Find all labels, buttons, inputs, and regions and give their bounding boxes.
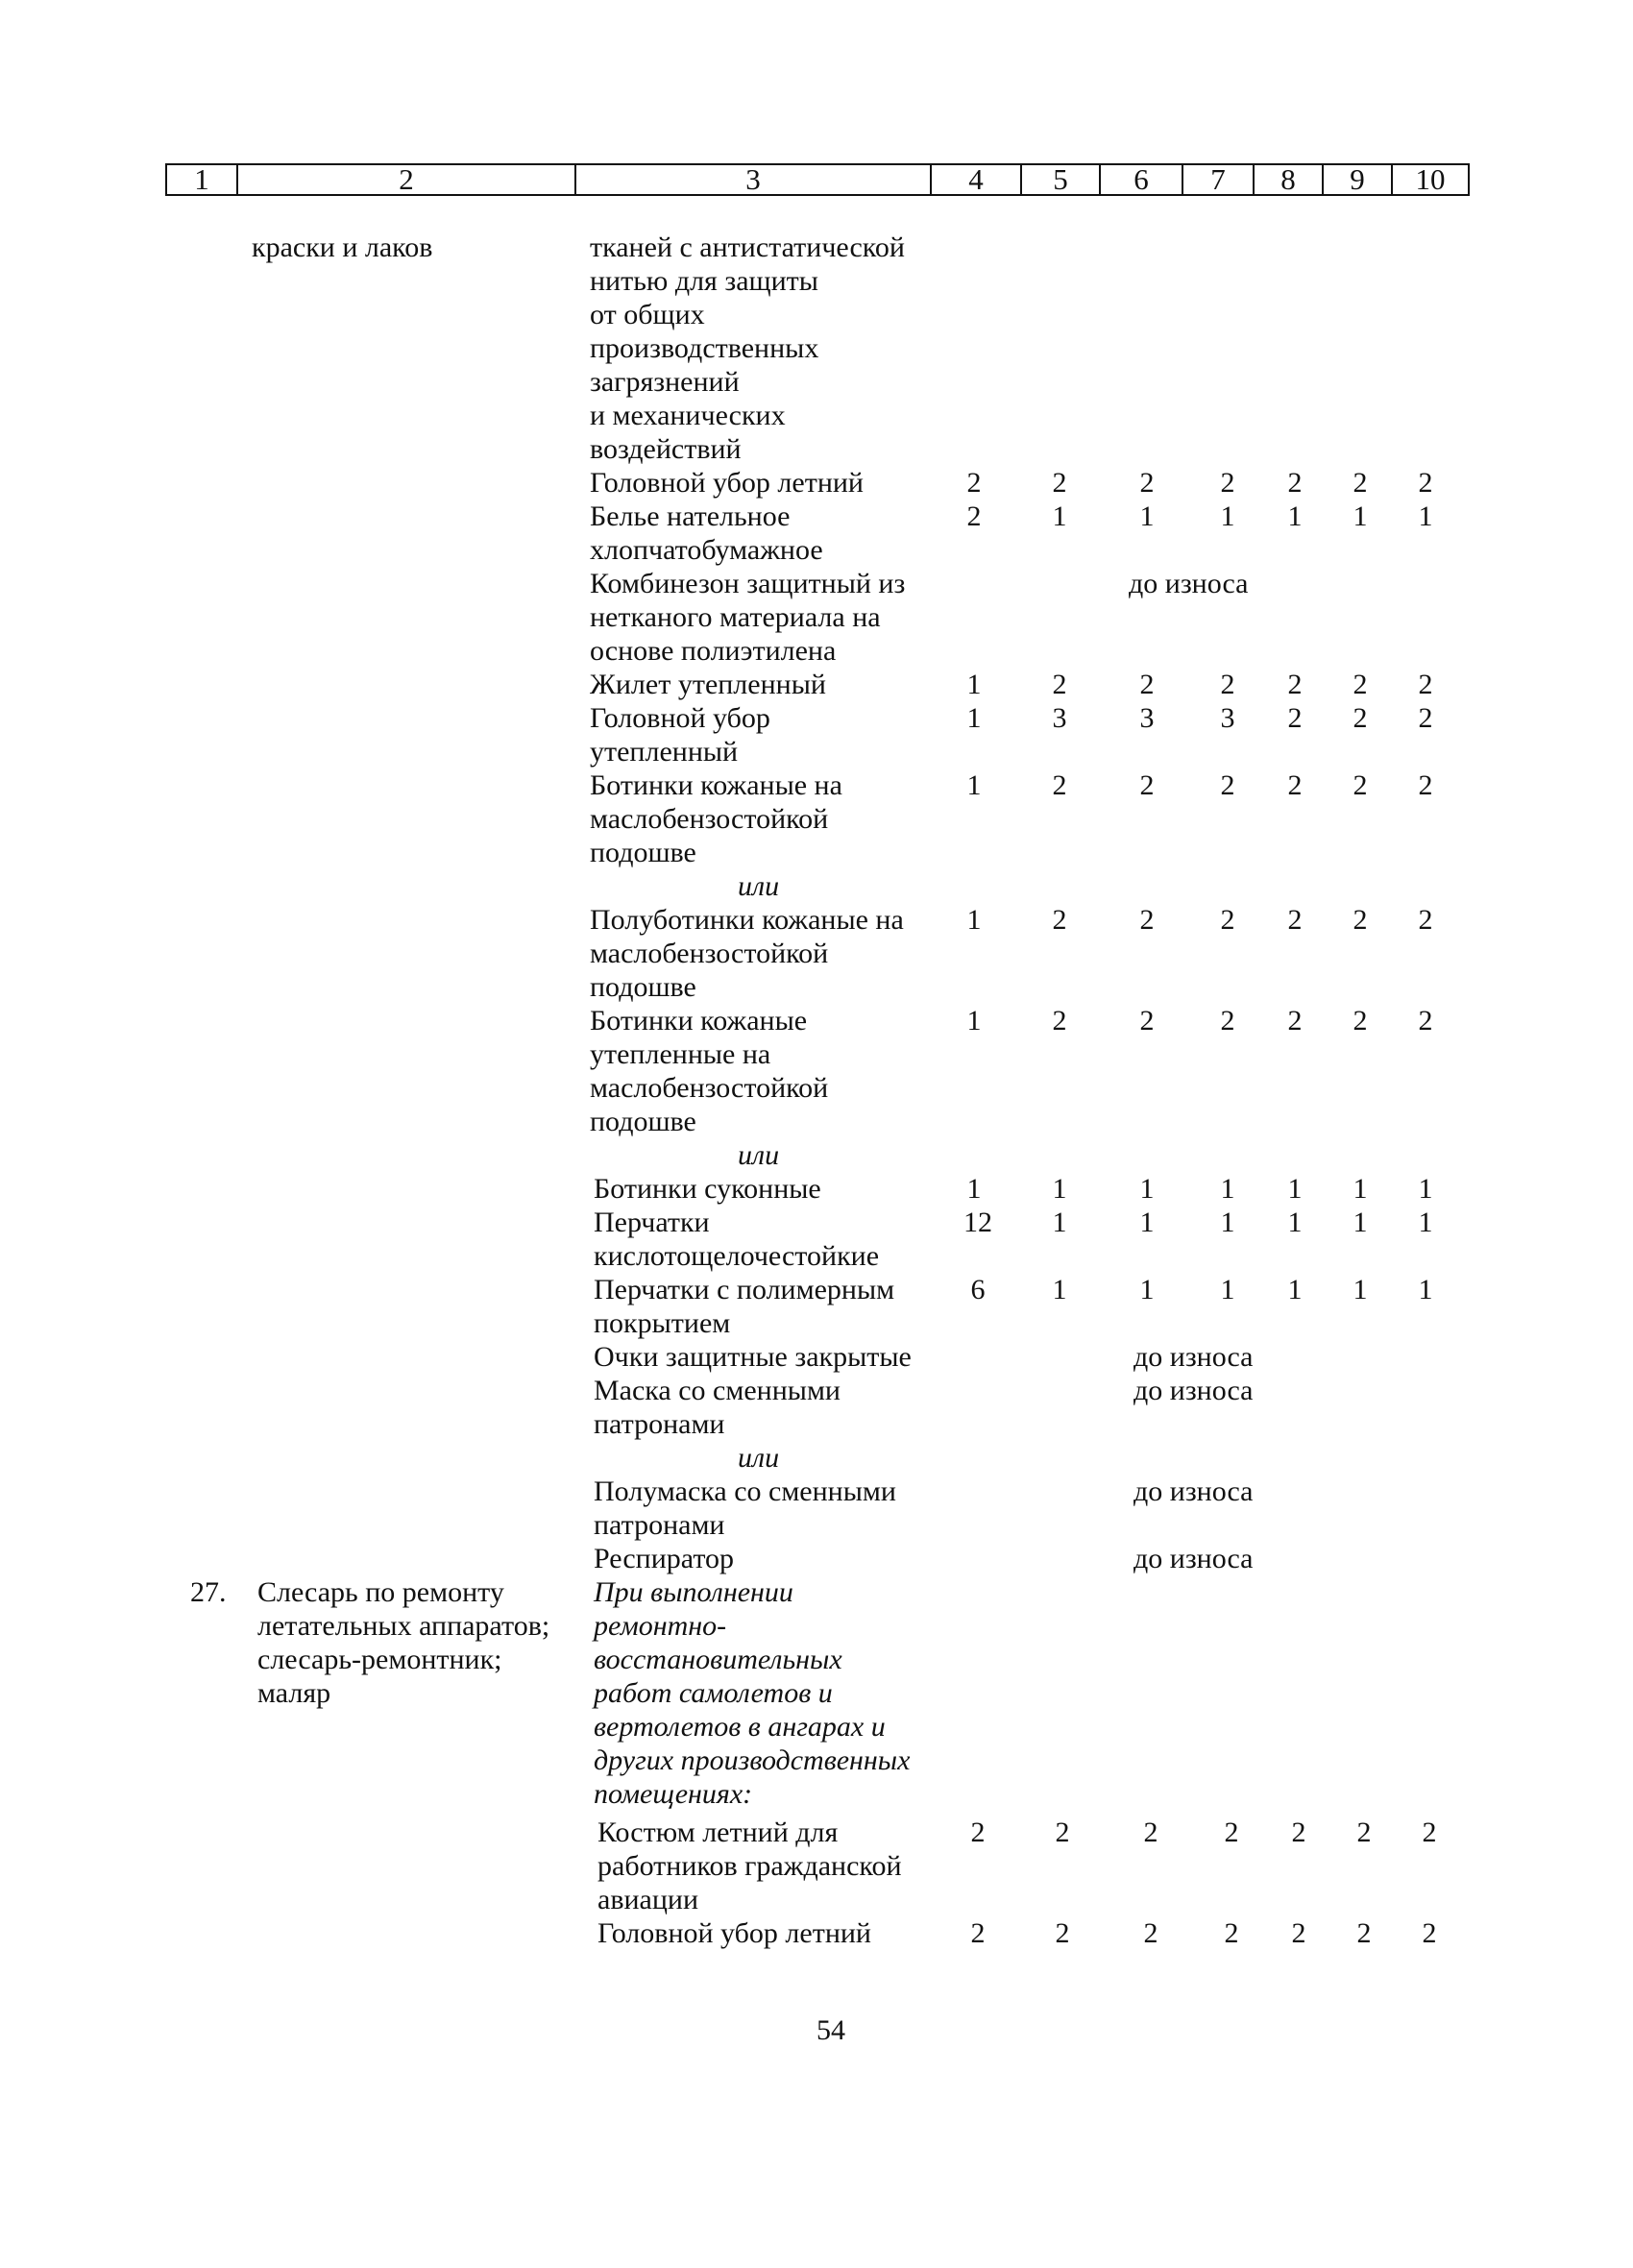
item-name: Полумаска со сменными bbox=[594, 1475, 896, 1507]
value-cell: 2 bbox=[1418, 769, 1433, 801]
value-cell: 1 bbox=[966, 1005, 982, 1036]
condition-line: помещениях: bbox=[594, 1778, 753, 1810]
value-cell: 3 bbox=[1220, 702, 1235, 734]
value-cell: 1 bbox=[966, 669, 982, 700]
until-worn-note: до износа bbox=[1133, 1375, 1254, 1406]
condition-line: работ самолетов и bbox=[594, 1677, 833, 1709]
until-worn-note: до износа bbox=[1133, 1475, 1254, 1507]
value-cell: 1 bbox=[1287, 1173, 1303, 1205]
item-name: Ботинки суконные bbox=[594, 1173, 821, 1205]
value-cell: 1 bbox=[1287, 1274, 1303, 1305]
item-name: Костюм летний для bbox=[597, 1817, 839, 1848]
value-cell: 2 bbox=[1353, 702, 1368, 734]
header-col-5: 5 bbox=[1022, 163, 1101, 196]
value-cell: 2 bbox=[1356, 1917, 1372, 1949]
profession-line: Слесарь по ремонту bbox=[257, 1576, 504, 1608]
item-name: Белье нательное bbox=[590, 500, 791, 532]
value-cell: 2 bbox=[1220, 669, 1235, 700]
value-cell: 1 bbox=[1353, 1274, 1368, 1305]
value-cell: 2 bbox=[1220, 904, 1235, 936]
value-cell: 2 bbox=[1052, 467, 1067, 499]
until-worn-note: до износа bbox=[1133, 1543, 1254, 1574]
profession-line: слесарь-ремонтник; bbox=[257, 1644, 502, 1675]
value-cell: 1 bbox=[1139, 1207, 1155, 1238]
value-cell: 2 bbox=[1220, 467, 1235, 499]
item-name: Жилет утепленный bbox=[590, 669, 826, 700]
value-cell: 2 bbox=[966, 467, 982, 499]
value-cell: 2 bbox=[1287, 769, 1303, 801]
value-cell: 2 bbox=[1291, 1817, 1306, 1848]
item-name: маслобензостойкой bbox=[590, 803, 829, 835]
condition-line: ремонтно- bbox=[594, 1610, 727, 1642]
value-cell: 1 bbox=[1418, 500, 1433, 532]
item-name: хлопчатобумажное bbox=[590, 534, 823, 566]
value-cell: 1 bbox=[966, 702, 982, 734]
row-number: 27. bbox=[190, 1576, 227, 1608]
value-cell: 1 bbox=[1139, 500, 1155, 532]
value-cell: 2 bbox=[1139, 669, 1155, 700]
item-name: Перчатки с полимерным bbox=[594, 1274, 895, 1305]
value-cell: 2 bbox=[1287, 1005, 1303, 1036]
value-cell: 2 bbox=[1353, 769, 1368, 801]
value-cell: 12 bbox=[963, 1207, 992, 1238]
item-name: Головной убор bbox=[590, 702, 770, 734]
value-cell: 1 bbox=[1353, 1173, 1368, 1205]
value-cell: 2 bbox=[1287, 467, 1303, 499]
profession-continuation: краски и лаков bbox=[252, 232, 433, 263]
value-cell: 1 bbox=[1220, 500, 1235, 532]
header-col-7: 7 bbox=[1183, 163, 1255, 196]
value-cell: 1 bbox=[1287, 500, 1303, 532]
value-cell: 3 bbox=[1052, 702, 1067, 734]
item-continuation-line: производственных bbox=[590, 332, 819, 364]
header-col-3: 3 bbox=[576, 163, 932, 196]
value-cell: 2 bbox=[1287, 669, 1303, 700]
item-name: Головной убор летний bbox=[597, 1917, 871, 1949]
condition-line: других производственных bbox=[594, 1744, 911, 1776]
value-cell: 2 bbox=[1418, 702, 1433, 734]
profession-line: летательных аппаратов; bbox=[257, 1610, 550, 1642]
value-cell: 2 bbox=[1052, 769, 1067, 801]
value-cell: 1 bbox=[966, 904, 982, 936]
value-cell: 2 bbox=[1353, 467, 1368, 499]
item-name: Полуботинки кожаные на bbox=[590, 904, 904, 936]
header-col-2: 2 bbox=[238, 163, 576, 196]
value-cell: 2 bbox=[1224, 1917, 1239, 1949]
value-cell: 1 bbox=[1139, 1173, 1155, 1205]
value-cell: 2 bbox=[1353, 904, 1368, 936]
value-cell: 2 bbox=[1052, 669, 1067, 700]
condition-line: При выполнении bbox=[594, 1576, 793, 1608]
value-cell: 2 bbox=[1291, 1917, 1306, 1949]
value-cell: 2 bbox=[1418, 669, 1433, 700]
item-continuation-line: и механических bbox=[590, 400, 786, 431]
alternative-or: или bbox=[738, 1139, 780, 1171]
value-cell: 2 bbox=[1353, 669, 1368, 700]
value-cell: 2 bbox=[1418, 467, 1433, 499]
value-cell: 1 bbox=[1418, 1173, 1433, 1205]
value-cell: 6 bbox=[970, 1274, 986, 1305]
header-col-6: 6 bbox=[1101, 163, 1183, 196]
item-name: подошве bbox=[590, 971, 696, 1003]
value-cell: 2 bbox=[966, 500, 982, 532]
item-continuation-line: нитью для защиты bbox=[590, 265, 818, 297]
value-cell: 1 bbox=[1052, 1173, 1067, 1205]
header-col-4: 4 bbox=[932, 163, 1022, 196]
value-cell: 2 bbox=[1418, 904, 1433, 936]
value-cell: 2 bbox=[1143, 1917, 1158, 1949]
value-cell: 2 bbox=[1139, 1005, 1155, 1036]
value-cell: 1 bbox=[1052, 500, 1067, 532]
page-number: 54 bbox=[816, 2014, 845, 2046]
item-name: покрытием bbox=[594, 1307, 731, 1339]
item-name: основе полиэтилена bbox=[590, 635, 837, 667]
item-name: Ботинки кожаные bbox=[590, 1005, 808, 1036]
item-name: патронами bbox=[594, 1509, 725, 1541]
header-col-9: 9 bbox=[1324, 163, 1393, 196]
value-cell: 2 bbox=[1422, 1817, 1437, 1848]
value-cell: 2 bbox=[1224, 1817, 1239, 1848]
until-worn-note: до износа bbox=[1133, 1341, 1254, 1373]
value-cell: 2 bbox=[1287, 702, 1303, 734]
item-name: подошве bbox=[590, 837, 696, 868]
value-cell: 2 bbox=[1220, 769, 1235, 801]
value-cell: 3 bbox=[1139, 702, 1155, 734]
item-name: утепленный bbox=[590, 736, 739, 768]
value-cell: 2 bbox=[1220, 1005, 1235, 1036]
value-cell: 2 bbox=[970, 1817, 986, 1848]
item-name: кислотощелочестойкие bbox=[594, 1240, 880, 1272]
item-name: авиации bbox=[597, 1884, 699, 1915]
value-cell: 2 bbox=[1353, 1005, 1368, 1036]
value-cell: 2 bbox=[1356, 1817, 1372, 1848]
item-name: маслобензостойкой bbox=[590, 938, 829, 969]
value-cell: 1 bbox=[1418, 1207, 1433, 1238]
item-name: работников гражданской bbox=[597, 1850, 902, 1882]
value-cell: 2 bbox=[1052, 904, 1067, 936]
value-cell: 1 bbox=[1287, 1207, 1303, 1238]
value-cell: 1 bbox=[1220, 1173, 1235, 1205]
value-cell: 1 bbox=[1353, 500, 1368, 532]
item-continuation-line: от общих bbox=[590, 299, 705, 330]
condition-line: восстановительных bbox=[594, 1644, 842, 1675]
item-name: утепленные на bbox=[590, 1038, 771, 1070]
item-name: Очки защитные закрытые bbox=[594, 1341, 912, 1373]
header-col-1: 1 bbox=[165, 163, 238, 196]
value-cell: 1 bbox=[1220, 1207, 1235, 1238]
item-name: нетканого материала на bbox=[590, 601, 881, 633]
value-cell: 2 bbox=[1139, 467, 1155, 499]
header-col-8: 8 bbox=[1255, 163, 1324, 196]
item-name: подошве bbox=[590, 1106, 696, 1137]
value-cell: 1 bbox=[1418, 1274, 1433, 1305]
until-worn-note: до износа bbox=[1129, 568, 1249, 599]
item-name: Перчатки bbox=[594, 1207, 710, 1238]
value-cell: 1 bbox=[1353, 1207, 1368, 1238]
item-continuation-line: воздействий bbox=[590, 433, 742, 465]
header-col-10: 10 bbox=[1393, 163, 1470, 196]
item-name: патронами bbox=[594, 1408, 725, 1440]
value-cell: 2 bbox=[1418, 1005, 1433, 1036]
item-name: Респиратор bbox=[594, 1543, 735, 1574]
item-name: Ботинки кожаные на bbox=[590, 769, 842, 801]
item-name: маслобензостойкой bbox=[590, 1072, 829, 1104]
value-cell: 2 bbox=[1055, 1917, 1070, 1949]
value-cell: 2 bbox=[1287, 904, 1303, 936]
alternative-or: или bbox=[738, 870, 780, 902]
item-name: Комбинезон защитный из bbox=[590, 568, 906, 599]
value-cell: 2 bbox=[1422, 1917, 1437, 1949]
profession-line: маляр bbox=[257, 1677, 331, 1709]
item-name: Маска со сменными bbox=[594, 1375, 841, 1406]
item-name: Головной убор летний bbox=[590, 467, 864, 499]
value-cell: 1 bbox=[966, 1173, 982, 1205]
value-cell: 2 bbox=[1139, 904, 1155, 936]
value-cell: 1 bbox=[1052, 1207, 1067, 1238]
item-continuation-line: тканей с антистатической bbox=[590, 232, 905, 263]
value-cell: 2 bbox=[1055, 1817, 1070, 1848]
value-cell: 1 bbox=[966, 769, 982, 801]
value-cell: 2 bbox=[1139, 769, 1155, 801]
value-cell: 2 bbox=[970, 1917, 986, 1949]
value-cell: 1 bbox=[1052, 1274, 1067, 1305]
value-cell: 1 bbox=[1139, 1274, 1155, 1305]
item-continuation-line: загрязнений bbox=[590, 366, 740, 398]
condition-line: вертолетов в ангарах и bbox=[594, 1711, 886, 1743]
value-cell: 2 bbox=[1052, 1005, 1067, 1036]
alternative-or: или bbox=[738, 1442, 780, 1474]
value-cell: 1 bbox=[1220, 1274, 1235, 1305]
value-cell: 2 bbox=[1143, 1817, 1158, 1848]
